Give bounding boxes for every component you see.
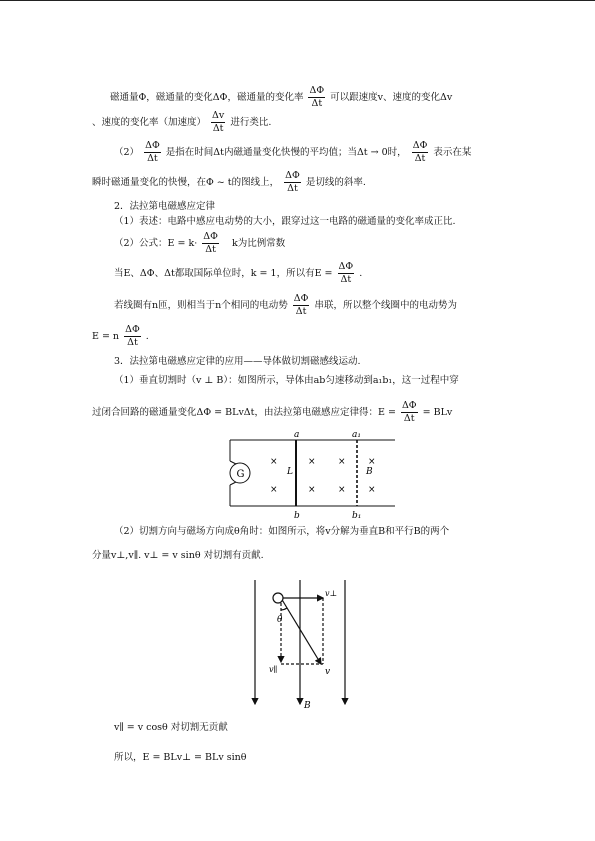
paragraph-line-7 [114,261,362,286]
fraction-dphi-dt [401,400,418,425]
numerator: ΔΦ [338,261,354,272]
text: （2）公式：E = k· [114,238,198,249]
conductor-icon [273,593,283,603]
text: E = n [92,331,120,342]
figure-velocity-decomposition [245,578,355,713]
field-mark: × [368,485,376,495]
denominator: Δt [414,153,426,164]
text: 瞬时磁通量变化的快慢，在Φ ~ t的图线上， [92,177,280,188]
paragraph-line-5: （1）表述：电路中感应电动势的大小，跟穿过这一电路的磁通量的变化率成正比. [114,216,456,227]
denominator: Δt [311,98,323,109]
denominator: Δt [295,306,307,317]
label-v-perp: v⊥ [325,589,338,598]
paragraph-line-10: （1）垂直切割时（v ⊥ B）：如图所示，导体由ab匀速移动到a₁b₁，这一过程中穿 [114,375,459,386]
fraction-dphi-dt [284,170,301,195]
page-top-rule [0,0,595,1]
paragraph-line-2 [92,110,271,135]
field-mark: × [338,457,346,467]
text: k为比例常数 [231,238,286,249]
text: 若线圈有n匝，则相当于n个相同的电动势 [114,300,288,311]
text: . [145,331,149,342]
paragraph-line-8 [114,293,457,318]
label-a1: a₁ [352,430,361,440]
text: 过闭合回路的磁通量变化ΔΦ = BLvΔt，由法拉第电磁感应定律得：E = [92,407,396,418]
denominator: Δt [127,337,138,348]
fraction-dv-dt [211,110,225,135]
label-v-par: v∥ [269,665,278,674]
denominator: Δt [287,183,298,194]
fraction-dphi-dt [293,293,310,318]
text: 当E、ΔΦ、Δt都取国际单位时，k = 1，所以有E = [114,268,333,279]
section-heading-2: 2．法拉第电磁感应定律 [114,201,216,212]
field-mark: × [308,485,316,495]
numerator: ΔΦ [412,140,428,151]
numerator: Δv [212,110,225,121]
figure-rod-circuit [220,428,400,520]
numerator: ΔΦ [293,293,309,304]
text: 表示在某 [433,147,472,158]
text: 串联，所以整个线圈中的电动势为 [314,300,457,311]
label-v: v [325,667,331,677]
paragraph-line-3 [114,140,471,165]
v-arrow [281,598,321,664]
fraction-dphi-dt [124,324,141,349]
denominator: Δt [340,274,352,285]
field-mark: × [270,485,278,495]
section-heading-3: 3．法拉第电磁感应定律的应用——导体做切割磁感线运动. [114,356,361,367]
denominator: Δt [147,153,158,164]
text: 是指在时间Δt内磁通量变化快慢的平均值；当Δt → 0时， [165,147,407,158]
galvanometer-label: G [236,469,245,480]
paragraph-line-12: （2）切割方向与磁场方向成θ角时：如图所示，将v分解为垂直B和平行B的两个 [114,526,450,537]
text: 是切线的斜率. [305,177,366,188]
label-b: b [294,511,300,521]
text: . [359,268,363,279]
fraction-dphi-dt [308,85,325,110]
denominator: Δt [205,244,216,255]
label-theta: θ [277,615,283,625]
field-mark: × [308,457,316,467]
wire [230,482,236,485]
numerator: ΔΦ [203,231,218,242]
text: （2） [114,147,140,158]
text: 磁通量Φ，磁通量的变化ΔΦ，磁通量的变化率 [110,92,304,103]
theta-arc [281,608,287,610]
label-a: a [294,430,300,440]
wire [230,461,236,464]
paragraph-line-6 [114,231,285,256]
fraction-dphi-dt [338,261,355,286]
text: = BLv [422,407,453,418]
field-mark: × [338,485,346,495]
fraction-dphi-dt [144,140,161,165]
field-mark: × [270,457,278,467]
numerator: ΔΦ [285,170,300,181]
field-mark: × [368,457,376,467]
label-B: B [366,467,373,477]
paragraph-line-9 [92,324,149,349]
numerator: ΔΦ [145,140,160,151]
label-b1: b₁ [352,511,362,521]
paragraph-line-1 [110,85,452,110]
text: 进行类比. [230,117,272,128]
text: 可以跟速度v、速度的变化Δv [330,92,453,103]
fraction-dphi-dt [202,231,219,256]
numerator: ΔΦ [401,400,417,411]
numerator: ΔΦ [309,85,325,96]
paragraph-line-13: 分量v⊥,v∥. v⊥ = v sinθ 对切割有贡献. [92,550,264,561]
paragraph-line-4 [92,170,366,195]
label-B: B [304,701,311,711]
text: 、速度的变化率（加速度） [92,117,207,128]
paragraph-line-11 [92,400,452,425]
paragraph-line-14: v∥ = v cosθ 对切割无贡献 [114,722,228,733]
denominator: Δt [212,123,224,134]
denominator: Δt [403,413,415,424]
numerator: ΔΦ [125,324,140,335]
fraction-dphi-dt [412,140,429,165]
paragraph-line-15: 所以，E = BLv⊥ = BLv sinθ [114,752,247,763]
label-L: L [287,467,293,477]
